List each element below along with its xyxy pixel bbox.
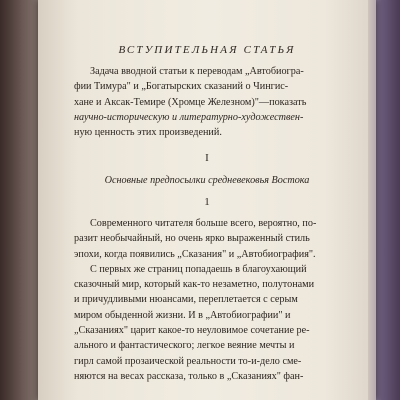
body-line: гирл самой прозаической реальности то-и-дело сме-: [74, 355, 302, 367]
page-edge: [368, 0, 376, 400]
intro-line: Задача вводной статьи к переводам „Автобиогра-: [90, 66, 304, 77]
page-heading: ВСТУПИТЕЛЬНАЯ СТАТЬЯ: [118, 44, 296, 56]
body-line: Современного читателя больше всего, вероятно, по-: [90, 218, 317, 229]
intro-line: фии Тимура" и „Богатырских сказаний о Чингис-: [74, 81, 289, 93]
body-line: ального и фантастического; легкое веяние мечты и: [74, 340, 295, 352]
intro-paragraph: [74, 64, 340, 140]
body-line: разит необычайный, но очень ярко выраженный стиль: [74, 233, 310, 245]
book-page: [38, 0, 376, 400]
body-line: миром обыденной жизни. И в „Автобиографии" и: [74, 309, 291, 321]
body-line: „Сказаниях" царит какое-то неуловимое сочетание ре-: [74, 325, 310, 337]
intro-line: хане и Аксак-Темире (Хромце Железном)"—показать: [74, 96, 307, 108]
background-left: [0, 0, 42, 400]
section-numeral: I: [205, 152, 209, 164]
body-paragraph: [74, 216, 344, 384]
body-line: С первых же страниц попадаешь в благоухающий: [90, 263, 307, 275]
body-line: няются на весах рассказа, только в „Сказаниях" фан-: [74, 370, 304, 382]
intro-line: научно-историческую и литературно-художествен-: [74, 111, 304, 123]
section-title: Основные предпосылки средневековья Востока: [104, 175, 310, 186]
body-line: эпохи, когда появились „Сказания" и „Автобиография".: [74, 248, 316, 260]
body-line: и причудливыми нюансами, переплетается с серым: [74, 294, 298, 306]
body-line: сказочный мир, который как-то незаметно, полутонами: [74, 279, 315, 291]
intro-line: ную ценность этих произведений.: [74, 127, 222, 139]
subsection-numeral: 1: [204, 196, 210, 208]
